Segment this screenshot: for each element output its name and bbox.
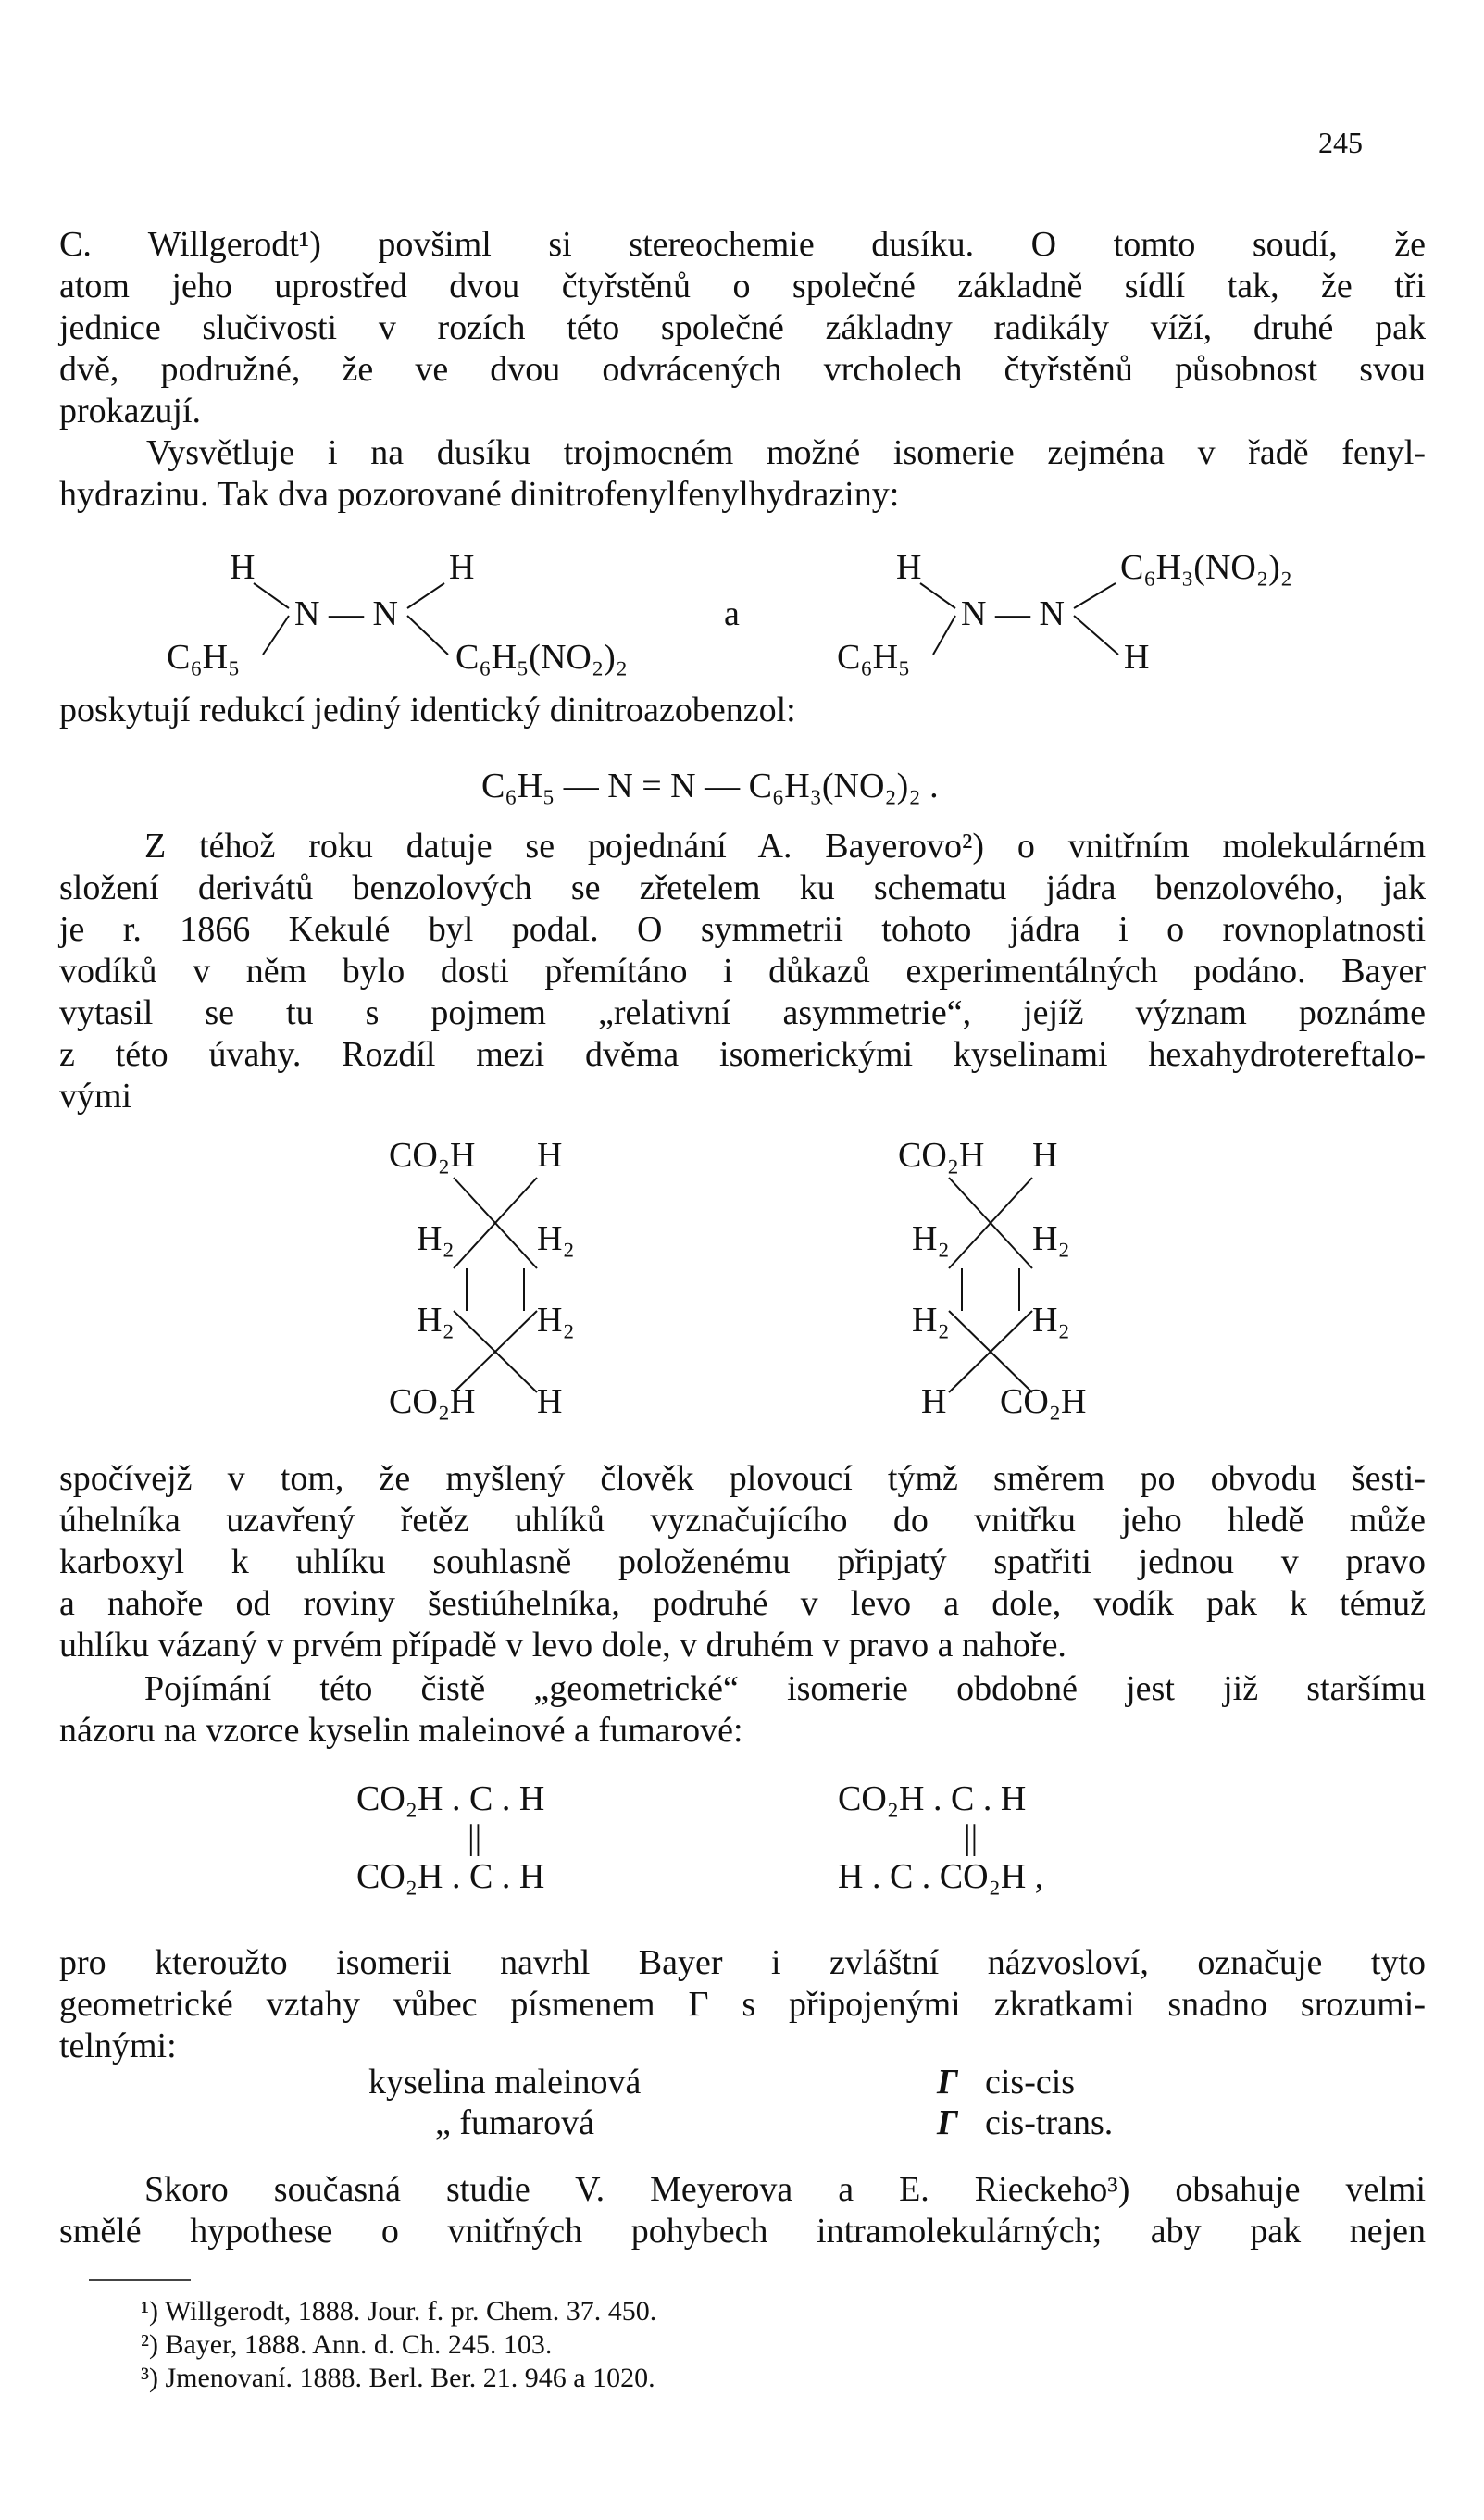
paragraph-hydrazine (59, 432, 1426, 516)
text-line: dvě, podružné, že ve dvou odvrácených vrcholech čtyřstěnů působnost svou (59, 350, 1426, 389)
footnote: ³) Jmenovaní. 1888. Berl. Ber. 21. 946 a 1020. (141, 2363, 655, 2393)
paragraph-geometric (59, 1668, 1426, 1752)
definition-desc: cis-trans. (985, 2103, 1114, 2142)
formula-co2h: CO₂H (389, 1382, 476, 1421)
ring-diagrams (370, 1129, 1111, 1444)
bond-line (1074, 583, 1116, 608)
formula-h: H (230, 548, 256, 587)
text-line: hydrazinu. Tak dva pozorované dinitrofenylfenylhydraziny: (59, 475, 900, 514)
text-line: spočívejž v tom, že myšlený člověk plovoucí týmž směrem po obvodu šesti- (59, 1459, 1426, 1498)
text-line: telnými: (59, 2027, 177, 2065)
double-bond: || (468, 1818, 482, 1857)
text-line: jednice slučivosti v rozích této společné základny radikály víží, druhé pak (59, 308, 1426, 347)
formula-h2: H₂ (1032, 1301, 1070, 1340)
text-line: prokazují. (59, 392, 202, 430)
text-line: vými (59, 1077, 132, 1116)
footnote: ²) Bayer, 1888. Ann. d. Ch. 245. 103. (141, 2329, 553, 2360)
formula-h2: H₂ (1032, 1219, 1070, 1258)
formula-h2: H₂ (537, 1219, 575, 1258)
paragraph-willgerodt (59, 224, 1426, 432)
gamma-symbol: Γ (937, 2103, 958, 2142)
formula-c6h3no2: C₆H₃(NO₂)₂ (1120, 548, 1292, 587)
formula-line: H . C . CO₂H , (838, 1857, 1044, 1896)
maleic-formula (356, 1779, 544, 1896)
formula-h2: H₂ (912, 1301, 950, 1340)
formula-h: H (896, 548, 922, 587)
formula-h: H (1032, 1136, 1058, 1175)
definition-desc: cis-cis (985, 2063, 1076, 2102)
text-line: smělé hypothese o vnitřných pohybech intramolekulárných; aby pak nejen (59, 2212, 1426, 2251)
text-line: karboxyl k uhlíku souhlasně položenému připjatý spatřiti jednou v pravo (59, 1542, 1426, 1581)
formula-and: a (724, 594, 740, 633)
gamma-symbol: Γ (937, 2063, 958, 2102)
page-number: 245 (1318, 126, 1363, 159)
text-line: vodíků v něm bylo dosti přemítáno i důkazů experimentálných podáno. Bayer (59, 952, 1426, 991)
bond-line (920, 583, 955, 608)
footnote: ¹) Willgerodt, 1888. Jour. f. pr. Chem. 37. 450. (141, 2296, 657, 2327)
formula-co2h: CO₂H (898, 1136, 985, 1175)
text-line: názoru na vzorce kyselin maleinové a fumarové: (59, 1711, 743, 1750)
formula-line: CO₂H . C . H (356, 1779, 545, 1818)
text-line: C. Willgerodt¹) povšiml si stereochemie dusíku. O tomto soudí, že (59, 225, 1426, 264)
formula-c6h5: C₆H₅ (837, 638, 911, 677)
formula-n-n: N — N (961, 594, 1065, 633)
formula-co2h: CO₂H (389, 1136, 476, 1175)
paragraph-meyer (59, 2169, 1426, 2252)
text-line: Z téhož roku datuje se pojednání A. Bayerovo²) o vnitřním molekulárném (144, 827, 1426, 866)
formula-line: CO₂H . C . H (356, 1857, 545, 1896)
formula-h: H (537, 1382, 563, 1421)
hydrazine-formulas (139, 542, 1342, 690)
bond-line (263, 616, 289, 655)
text-line: vytasil se tu s pojmem „relativní asymmetrie“, jejíž význam poznáme (59, 993, 1426, 1032)
bond-line (254, 583, 289, 608)
formula-h2: H₂ (537, 1301, 575, 1340)
formula-h: H (1124, 638, 1150, 677)
formula-h: H (537, 1136, 563, 1175)
double-bond: || (964, 1818, 979, 1857)
formula-c6h5no2: C₆H₅(NO₂)₂ (455, 638, 628, 677)
ring-left (389, 1136, 575, 1421)
bond-line (1074, 616, 1118, 655)
paragraph-nomenclature (59, 1942, 1426, 2067)
azo-formula: C₆H₅ — N = N — C₆H₃(NO₂)₂ . (481, 767, 939, 805)
paragraph-observer (59, 1458, 1426, 1666)
formula-h: H (449, 548, 475, 587)
text-line: geometrické vztahy vůbec písmenem Γ s připojenými zkratkami snadno srozumi- (59, 1985, 1426, 2024)
text-line: poskytují redukcí jediný identický dinitroazobenzol: (59, 691, 796, 730)
hydrazine-right (837, 548, 1292, 677)
formula-h2: H₂ (417, 1301, 455, 1340)
text-line: složení derivátů benzolových se zřetelem ku schematu jádra benzolového, jak (59, 868, 1426, 907)
definition-name: kyselina maleinová (368, 2063, 642, 2102)
text-line: úhelníka uzavřený řetěz uhlíků vyznačujícího do vnitřku jeho hledě může (59, 1501, 1426, 1540)
fumaric-formula (838, 1779, 1043, 1896)
bond-line (933, 616, 955, 655)
text-line: a nahoře od roviny šestiúhelníka, podruhé v levo a dole, vodík pak k témuž (59, 1584, 1426, 1623)
bond-line (407, 583, 444, 608)
footnote-divider (89, 2279, 191, 2281)
paragraph-bayer (59, 826, 1426, 1117)
formula-h2: H₂ (912, 1219, 950, 1258)
text-line: Pojímání této čistě „geometrické“ isomerie obdobné jest již staršímu (144, 1669, 1426, 1708)
text-line: z této úvahy. Rozdíl mezi dvěma isomerickými kyselinami hexahydrotereftalo- (59, 1035, 1426, 1074)
hydrazine-left (167, 548, 628, 677)
text-line: pro kteroužto isomerii navrhl Bayer i zvláštní názvosloví, označuje tyto (59, 1943, 1426, 1982)
ring-right (898, 1136, 1086, 1421)
formula-co2h: CO₂H (1000, 1382, 1087, 1421)
text-line: uhlíku vázaný v prvém případě v levo dole, v druhém v pravo a nahoře. (59, 1626, 1066, 1665)
formula-h: H (921, 1382, 947, 1421)
text-line: Vysvětluje i na dusíku trojmocném možné isomerie zejména v řadě fenyl- (146, 433, 1426, 472)
formula-c6h5: C₆H₅ (167, 638, 241, 677)
definition-name: „ fumarová (435, 2103, 594, 2142)
bond-line (407, 616, 448, 655)
paragraph-reduction (59, 690, 1426, 731)
formula-n-n: N — N (294, 594, 398, 633)
text-line: Skoro současná studie V. Meyerova a E. Rieckeho³) obsahuje velmi (144, 2170, 1426, 2209)
text-line: atom jeho uprostřed dvou čtyřstěnů o společné základně sídlí tak, že tři (59, 267, 1426, 306)
formula-line: CO₂H . C . H (838, 1779, 1027, 1818)
formula-h2: H₂ (417, 1219, 455, 1258)
text-line: je r. 1866 Kekulé byl podal. O symmetrii tohoto jádra i o rovnoplatnosti (59, 910, 1426, 949)
